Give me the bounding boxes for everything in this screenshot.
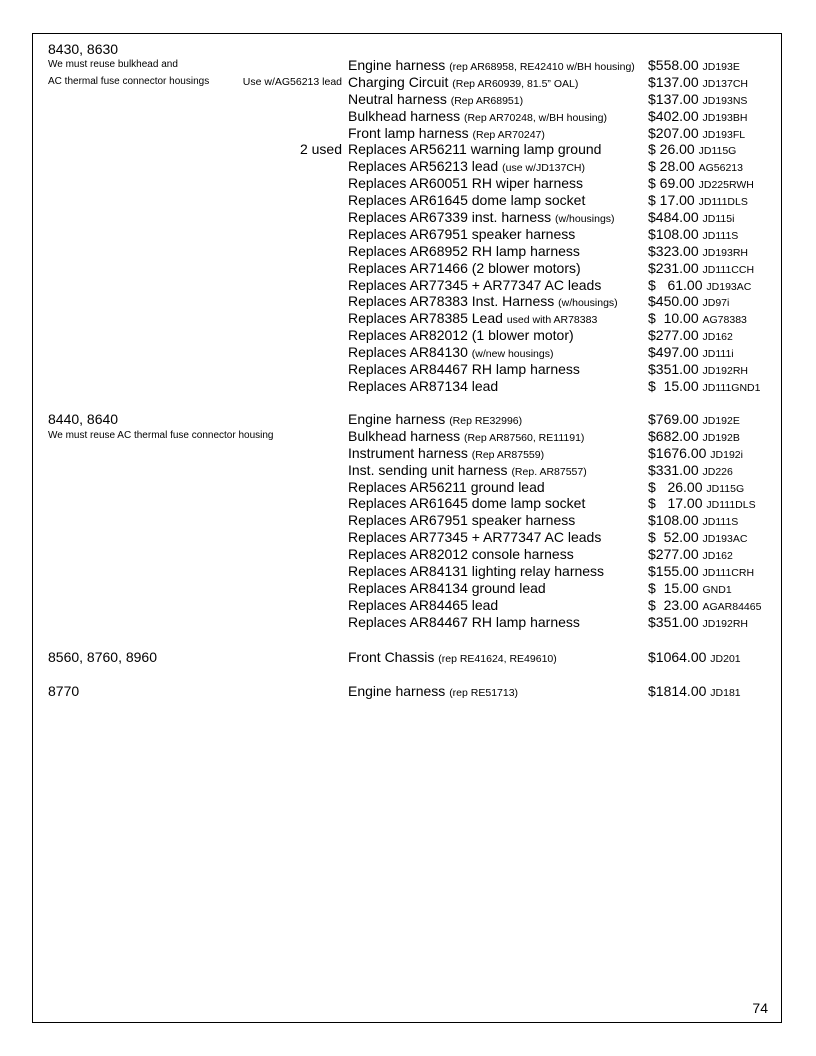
part-code: JD225RWH (698, 179, 754, 192)
price-value: $108.00 (648, 512, 699, 529)
part-description (348, 495, 585, 511)
part-code: JD111DLS (706, 499, 756, 512)
part-description (348, 462, 587, 480)
part-name: Front Chassis (348, 649, 435, 665)
part-description (348, 310, 597, 328)
part-name: Replaces AR68952 RH lamp harness (348, 242, 580, 259)
part-row (0, 597, 816, 614)
usage-note: Use w/AG56213 lead (242, 75, 342, 88)
part-name: Replaces AR84134 ground lead (348, 579, 546, 596)
part-description (348, 445, 544, 463)
part-code: JD137CH (702, 77, 749, 90)
part-price (648, 260, 754, 278)
part-name: Replaces AR82012 (1 blower motor) (348, 327, 574, 344)
part-code: JD111CCH (702, 263, 755, 276)
part-description (348, 125, 545, 143)
model-note: We must reuse bulkhead and (48, 59, 178, 70)
part-price (648, 344, 734, 362)
part-row (0, 125, 816, 142)
part-row (0, 495, 816, 512)
price-value: $351.00 (648, 361, 699, 378)
part-name: Replaces AR60051 RH wiper harness (348, 175, 584, 192)
part-price (648, 74, 748, 92)
price-value: $682.00 (648, 427, 699, 444)
part-reference: (Rep RE32996) (449, 415, 523, 427)
part-price (648, 243, 748, 261)
part-row (0, 649, 816, 666)
page-number: 74 (752, 1000, 768, 1016)
part-description (348, 192, 585, 208)
part-code: AGAR84465 (702, 600, 762, 613)
part-description (348, 512, 575, 528)
part-description (348, 260, 581, 276)
part-description (348, 597, 498, 613)
part-description (348, 293, 618, 311)
part-name: Replaces AR84130 (348, 344, 468, 361)
price-value: $558.00 (648, 57, 699, 73)
part-name: Replaces AR67951 speaker harness (348, 225, 576, 242)
part-row (0, 683, 816, 700)
model-group (0, 683, 816, 700)
part-price (648, 361, 748, 379)
part-row (0, 462, 816, 479)
part-name: Replaces AR77345 + AR77347 AC leads (348, 529, 602, 546)
part-description (348, 327, 574, 343)
part-row (0, 344, 816, 361)
price-value: $ 26.00 (648, 141, 695, 158)
part-description (348, 580, 546, 596)
price-value: $108.00 (648, 225, 699, 242)
model-label: 8560, 8760, 8960 (48, 649, 157, 665)
price-value: $331.00 (648, 461, 699, 478)
part-row (0, 327, 816, 344)
part-description (348, 428, 584, 446)
part-row (0, 91, 816, 108)
part-name: Replaces AR84467 RH lamp harness (348, 361, 580, 378)
part-code: JD115G (698, 145, 737, 158)
part-name: Replaces AR87134 lead (348, 377, 499, 394)
price-value: $1064.00 (648, 649, 707, 665)
part-code: JD111i (702, 348, 734, 361)
part-row (0, 192, 816, 209)
model-group (0, 41, 816, 395)
part-price (648, 310, 747, 328)
part-price (648, 209, 734, 227)
part-name: Replaces AR84467 RH lamp harness (348, 613, 580, 630)
price-value: $ 52.00 (648, 529, 699, 546)
price-value: $ 15.00 (648, 579, 699, 596)
part-row (0, 529, 816, 546)
part-price (648, 327, 733, 345)
price-value: $277.00 (648, 327, 699, 344)
part-row (0, 209, 816, 226)
part-code: JD193AC (702, 533, 748, 546)
part-description (348, 277, 601, 293)
part-price (648, 580, 732, 598)
part-code: JD162 (702, 550, 733, 563)
part-code: JD193BH (702, 111, 748, 124)
part-name: Replaces AR84131 lighting relay harness (348, 563, 605, 580)
part-row (0, 378, 816, 395)
part-code: AG78383 (702, 314, 747, 327)
part-reference: (Rep. AR87557) (511, 465, 587, 478)
part-name: Replaces AR56211 warning lamp ground (348, 141, 602, 158)
part-code: GND1 (702, 583, 732, 596)
part-price (648, 495, 756, 513)
part-name: Engine harness (348, 683, 446, 699)
price-value: $323.00 (648, 242, 699, 259)
part-row (0, 226, 816, 243)
part-row (0, 277, 816, 294)
part-code: JD181 (710, 687, 741, 699)
part-name: Replaces AR56213 lead (348, 158, 499, 175)
part-price (648, 277, 751, 295)
part-price (648, 512, 738, 530)
part-row (0, 310, 816, 327)
part-reference: (Rep AR87560, RE11191) (463, 431, 585, 444)
part-price (648, 445, 743, 463)
model-note: AC thermal fuse connector housings (48, 75, 210, 87)
part-name: Replaces AR67951 speaker harness (348, 512, 576, 529)
part-price (648, 614, 748, 632)
part-row (0, 243, 816, 260)
price-value: $ 28.00 (648, 158, 695, 175)
part-description (348, 57, 635, 75)
part-description (348, 479, 545, 495)
part-description (348, 243, 580, 259)
part-price (648, 192, 748, 210)
part-description (348, 108, 607, 126)
part-code: AG56213 (698, 162, 743, 175)
part-reference: (Rep AR68951) (450, 94, 524, 107)
part-price (648, 546, 733, 564)
part-description (348, 74, 578, 92)
part-row (0, 175, 816, 192)
part-reference: (w/housings) (558, 297, 618, 310)
part-code: JD193E (702, 61, 740, 73)
part-code: JD97i (702, 297, 730, 310)
part-code: JD193RH (702, 246, 749, 259)
part-name: Replaces AR82012 console harness (348, 546, 574, 563)
part-code: JD193FL (702, 128, 746, 141)
part-price (648, 141, 736, 159)
part-row (0, 614, 816, 631)
part-code: JD111DLS (698, 196, 748, 209)
part-row (0, 260, 816, 277)
part-row (0, 546, 816, 563)
part-code: JD193NS (702, 94, 748, 107)
price-value: $ 61.00 (648, 276, 703, 293)
part-row (0, 108, 816, 125)
price-value: $207.00 (648, 124, 699, 141)
part-reference: (use w/JD137CH) (502, 162, 585, 175)
part-description (348, 563, 604, 579)
part-name: Replaces AR56211 ground lead (348, 478, 545, 495)
part-name: Instrument harness (348, 444, 468, 461)
model-label: 8770 (48, 683, 80, 699)
price-value: $351.00 (648, 613, 699, 630)
part-row (0, 512, 816, 529)
part-name: Replaces AR67339 inst. harness (348, 209, 552, 226)
part-description (348, 91, 523, 109)
part-price (648, 108, 747, 126)
part-price (648, 125, 745, 143)
part-name: Front lamp harness (348, 124, 469, 141)
price-value: $ 69.00 (648, 175, 695, 192)
part-price (648, 462, 733, 480)
part-row (0, 428, 816, 445)
part-name: Charging Circuit (348, 73, 449, 90)
part-description (348, 226, 575, 242)
part-reference: (rep RE41624, RE49610) (438, 653, 557, 665)
price-value: $ 26.00 (648, 478, 703, 495)
part-price (648, 683, 741, 701)
part-reference: (Rep AR70248, w/BH housing) (463, 111, 607, 124)
part-reference: (Rep AR70247) (472, 128, 545, 141)
price-value: $497.00 (648, 344, 699, 361)
part-name: Engine harness (348, 57, 446, 73)
part-code: JD111GND1 (702, 381, 761, 394)
price-value: $277.00 (648, 546, 699, 563)
part-description (348, 546, 574, 562)
usage-note: 2 used (299, 141, 342, 158)
price-value: $ 17.00 (648, 192, 695, 209)
part-price (648, 91, 747, 109)
price-value: $769.00 (648, 411, 699, 427)
part-name: Neutral harness (348, 90, 447, 107)
part-price (648, 597, 761, 615)
part-name: Replaces AR78383 Inst. Harness (348, 293, 555, 310)
part-row (0, 445, 816, 462)
part-price (648, 428, 740, 446)
part-name: Replaces AR61645 dome lamp socket (348, 495, 586, 512)
price-value: $137.00 (648, 90, 699, 107)
part-code: JD115G (706, 482, 745, 495)
part-price (648, 479, 744, 497)
price-value: $ 17.00 (648, 495, 703, 512)
part-price (648, 411, 740, 429)
price-value: $1814.00 (648, 683, 707, 699)
part-description (348, 209, 615, 227)
part-row (0, 411, 816, 428)
part-reference: (Rep AR87559) (471, 448, 545, 461)
part-price (648, 175, 754, 193)
model-group (0, 411, 816, 631)
part-price (648, 57, 740, 75)
part-row (0, 74, 816, 91)
model-note: We must reuse AC thermal fuse connector housing (48, 429, 274, 441)
part-row (0, 563, 816, 580)
part-row (0, 479, 816, 496)
part-description (348, 344, 553, 362)
part-code: JD226 (702, 465, 733, 478)
part-row (0, 361, 816, 378)
part-row (0, 158, 816, 175)
part-code: JD111CRH (702, 567, 755, 580)
part-reference: used with AR78383 (506, 314, 598, 327)
part-row (0, 141, 816, 158)
part-code: JD193AC (706, 280, 752, 293)
part-price (648, 563, 754, 581)
part-price (648, 293, 729, 311)
part-description (348, 411, 522, 429)
part-price (648, 158, 743, 176)
part-name: Replaces AR77345 + AR77347 AC leads (348, 276, 602, 293)
price-value: $402.00 (648, 107, 699, 124)
price-value: $450.00 (648, 293, 699, 310)
model-group (0, 649, 816, 666)
part-description (348, 141, 601, 157)
part-name: Engine harness (348, 411, 446, 427)
part-code: JD162 (702, 331, 733, 344)
price-value: $ 23.00 (648, 596, 699, 613)
part-description (348, 529, 601, 545)
model-label: 8440, 8640 (48, 411, 119, 427)
part-name: Replaces AR78385 Lead (348, 310, 503, 327)
part-price (648, 226, 738, 244)
part-reference: (rep AR68958, RE42410 w/BH housing) (449, 61, 635, 73)
part-name: Replaces AR84465 lead (348, 596, 499, 613)
part-reference: (w/new housings) (471, 348, 554, 361)
part-row (0, 580, 816, 597)
part-price (648, 529, 747, 547)
part-code: JD192RH (702, 617, 749, 630)
part-name: Replaces AR61645 dome lamp socket (348, 192, 586, 209)
part-name: Inst. sending unit harness (348, 461, 508, 478)
part-code: JD201 (710, 653, 741, 665)
price-value: $231.00 (648, 259, 699, 276)
part-description (348, 614, 580, 630)
price-value: $484.00 (648, 209, 699, 226)
price-value: $ 10.00 (648, 310, 699, 327)
part-name: Bulkhead harness (348, 427, 461, 444)
model-label: 8430, 8630 (48, 41, 119, 57)
part-code: JD192B (702, 431, 740, 444)
part-description (348, 158, 585, 176)
part-code: JD192E (702, 415, 740, 427)
part-code: JD115i (702, 213, 735, 226)
part-code: JD192i (710, 448, 743, 461)
part-reference: (w/housings) (555, 213, 615, 226)
price-value: $1676.00 (648, 444, 707, 461)
part-row (0, 41, 816, 74)
price-value: $ 15.00 (648, 377, 699, 394)
part-description (348, 649, 557, 667)
part-reference: (Rep AR60939, 81.5” OAL) (452, 77, 579, 90)
part-reference: (rep RE51713) (449, 687, 519, 699)
part-description (348, 683, 518, 701)
price-value: $155.00 (648, 563, 699, 580)
part-code: JD192RH (702, 365, 749, 378)
part-code: JD111S (702, 516, 739, 529)
part-description (348, 378, 498, 394)
part-name: Replaces AR71466 (2 blower motors) (348, 259, 581, 276)
part-row (0, 293, 816, 310)
part-name: Bulkhead harness (348, 107, 461, 124)
part-price (648, 378, 760, 396)
part-description (348, 175, 583, 191)
part-code: JD111S (702, 229, 739, 242)
part-price (648, 649, 741, 667)
part-description (348, 361, 580, 377)
price-value: $137.00 (648, 73, 699, 90)
